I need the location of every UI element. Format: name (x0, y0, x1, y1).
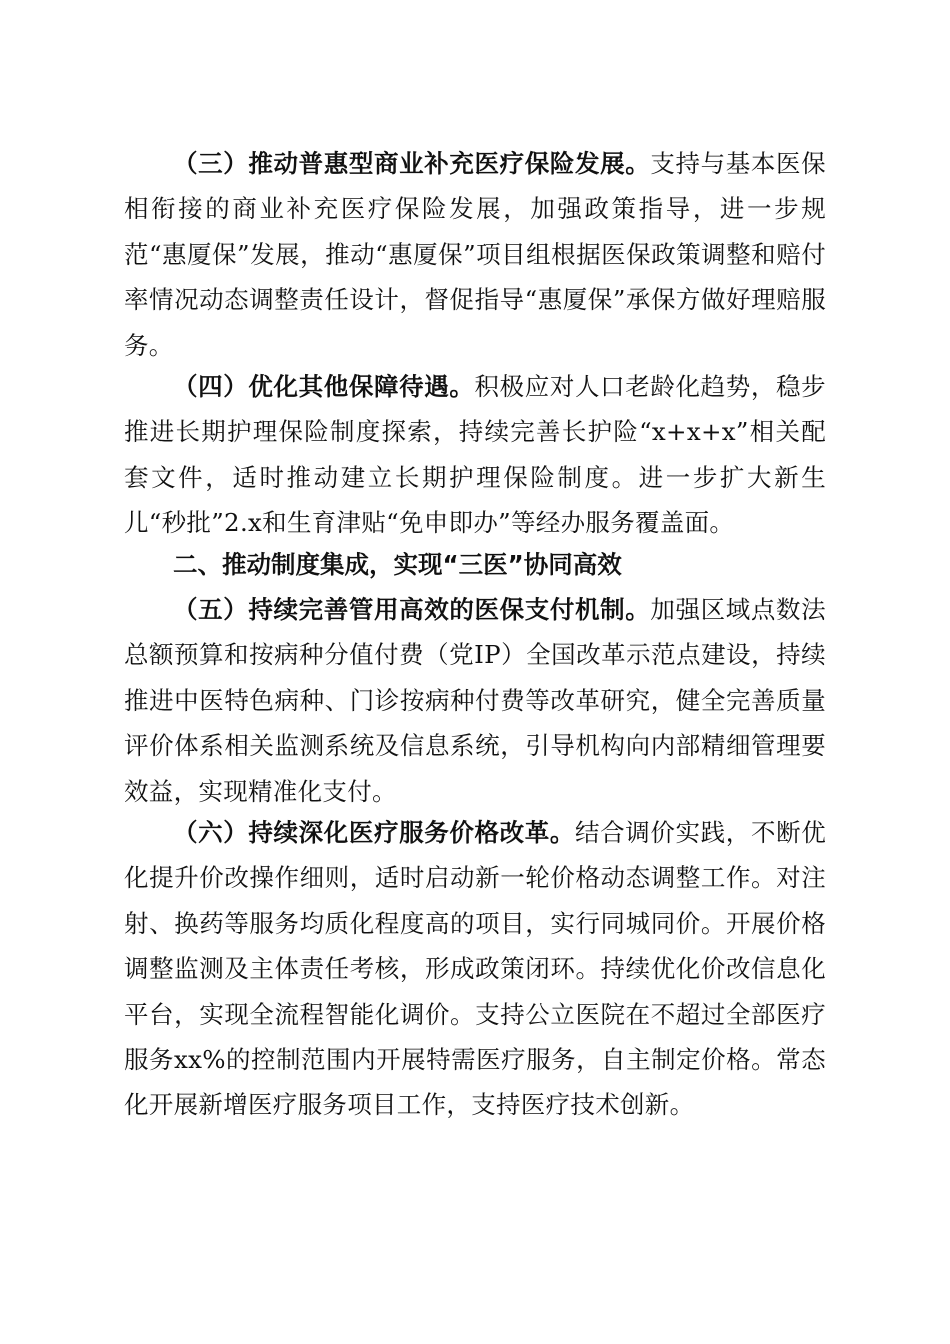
paragraph-5-body: 加强区域点数法总额预算和按病种分值付费（党IP）全国改革示范点建设，持续推进中医特色病种、门诊按病种付费等改革研究，健全完善质量评价体系相关监测系统及信息系统，引导机构向内部精细管理要效益，实现精准化支付。 (124, 595, 826, 806)
paragraph-3 (124, 141, 826, 368)
paragraph-3-lead: （三）推动普惠型商业补充医疗保险发展。 (173, 149, 651, 178)
paragraph-5-lead: （五）持续完善管用高效的医保支付机制。 (173, 595, 651, 624)
paragraph-6-lead: （六）持续深化医疗服务价格改革。 (173, 818, 576, 847)
paragraph-3-body: 支持与基本医保相衔接的商业补充医疗保险发展，加强政策指导，进一步规范“惠厦保”发展，推动“惠厦保”项目组根据医保政策调整和赔付率情况动态调整责任设计，督促指导“惠厦保”承保方做好理赔服务。 (124, 149, 826, 360)
paragraph-6 (124, 810, 826, 1128)
section-heading-2: 二、推动制度集成，实现“三医”协同高效 (173, 550, 622, 579)
paragraph-6-body: 结合调价实践，不断优化提升价改操作细则，适时启动新一轮价格动态调整工作。对注射、换药等服务均质化程度高的项目，实行同城同价。开展价格调整监测及主体责任考核，形成政策闭环。持续优化价改信息化平台，实现全流程智能化调价。支持公立医院在不超过全部医疗服务xx%的控制范围内开展特需医疗服务，自主制定价格。常态化开展新增医疗服务项目工作，支持医疗技术创新。 (124, 818, 826, 1120)
paragraph-4-lead: （四）优化其他保障待遇。 (173, 372, 475, 401)
paragraph-5 (124, 587, 826, 814)
paragraph-4 (124, 364, 826, 546)
paragraph-4-body: 积极应对人口老龄化趋势，稳步推进长期护理保险制度探索，持续完善长护险“x+x+x”相关配套文件，适时推动建立长期护理保险制度。进一步扩大新生儿“秒批”2.x和生育津贴“免申即办”等经办服务覆盖面。 (124, 372, 826, 538)
